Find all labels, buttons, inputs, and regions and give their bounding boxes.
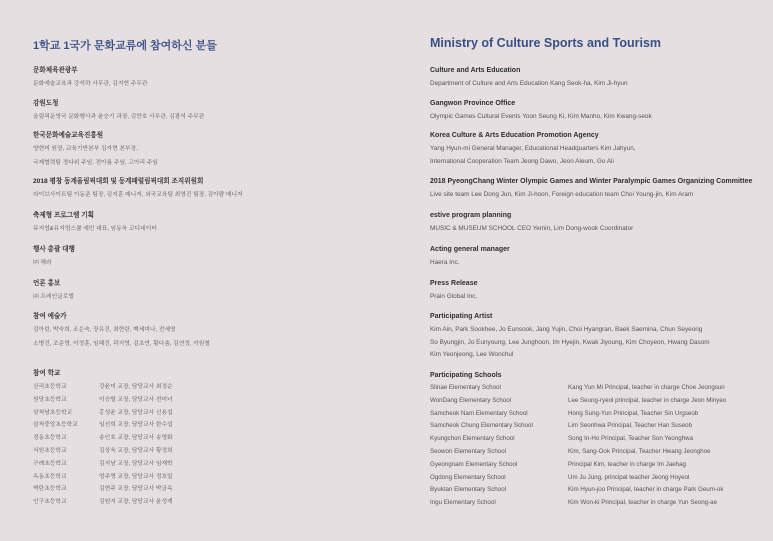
school-staff: 김현주 교장, 담당교사 박금옥 xyxy=(99,486,173,493)
en-section-heading: estive program planning xyxy=(430,212,512,219)
ko-section-heading: 문화체육관광부 xyxy=(33,67,78,74)
school-staff: Principal Kim, teacher in charge Im Jaehag xyxy=(568,460,686,468)
school-name: 벽탄초등학교 xyxy=(33,486,67,493)
en-section-heading: 2018 PyeongChang Winter Olympic Games and Winter Paralympic Games Organizing Committee xyxy=(430,178,753,185)
table-row xyxy=(430,382,725,395)
school-name: Ogdong Elementary School xyxy=(430,473,506,481)
en-section xyxy=(430,312,710,362)
ko-section xyxy=(33,131,158,170)
school-name: Byuktan Elementary School xyxy=(430,486,507,494)
korean-title: 1학교 1국가 문화교류에 참여하신 분들 xyxy=(33,40,217,52)
ko-section xyxy=(33,177,243,202)
table-row xyxy=(430,472,690,485)
school-staff: Song In-Ho Principal, Teacher Son Yeonghwa xyxy=(568,435,694,443)
school-staff: Kim Hyun-joo Principal, teacher in charge Park Geum-ok xyxy=(568,486,724,494)
en-section xyxy=(430,66,628,91)
ko-section-line: 김아린, 박숙희, 조은숙, 장유진, 최현란, 백세미나, 전세영 xyxy=(33,327,176,333)
ko-section-line: ㈜ 프레인글로벌 xyxy=(33,294,75,300)
table-row xyxy=(33,483,173,496)
ko-schools xyxy=(33,369,173,509)
en-section-line: So Byungjin, Jo Eunyoung, Lee Junghoon, Im Hyejin, Kwak Jiyoung, Kim Choyeon, Hwang Dasom xyxy=(430,338,710,346)
table-row xyxy=(430,446,711,459)
school-name: Gyeongnam Elementary School xyxy=(430,460,518,468)
en-section-heading: Acting general manager xyxy=(430,246,510,253)
table-row xyxy=(33,458,173,471)
table-row xyxy=(33,419,173,432)
en-section-line: Department of Culture and Arts Education Kang Seok-ha, Kim Ji-hyun xyxy=(430,80,628,87)
ko-section-heading: 언론 홍보 xyxy=(33,280,61,287)
table-row xyxy=(33,445,173,458)
table-row xyxy=(33,394,173,407)
en-section-line: Kim Ain, Park Sookhee, Jo Eunsook, Jang Yujin, Choi Hyangran, Baek Saemina, Chun Seyeong xyxy=(430,326,703,333)
school-name: 옥동초등학교 xyxy=(33,473,67,480)
school-name: 원당초등학교 xyxy=(33,396,67,403)
table-row xyxy=(430,408,699,421)
ko-section xyxy=(33,211,157,236)
en-section-heading: Gangwon Province Office xyxy=(430,100,516,107)
en-section xyxy=(430,245,510,270)
school-name: 구례초등학교 xyxy=(33,460,67,467)
ko-section-line: 라이브사이트팀 이동준 팀장, 김지훈 매니저, 외국교육팀 최영진 팀장, 김아람 매니저 xyxy=(33,192,243,198)
ko-section xyxy=(33,99,204,124)
school-staff: 홍성윤 교장, 담당교사 신용섭 xyxy=(99,409,173,416)
school-staff: Um Ju Jung, principal teacher Jeong Hoyeol xyxy=(568,473,690,481)
en-section-heading: Culture and Arts Education xyxy=(430,67,521,74)
ko-section-line: 뮤지엄&뮤지엄스쿨 예민 대표, 임동욱 코디네이터 xyxy=(33,226,157,232)
school-name: 인구초등학교 xyxy=(33,499,67,506)
en-section-heading: Korea Culture & Arts Education Promotion Agency xyxy=(430,132,599,139)
school-staff: Lee Seung-ryeol principal, teacher in charge Jeon Minyeo xyxy=(568,396,727,404)
school-staff: 엄주영 교장, 담당교사 정호일 xyxy=(99,473,173,480)
school-staff: 송인호 교장, 담당교사 송영화 xyxy=(99,435,173,442)
school-name: Samcheok Nam Elementary School xyxy=(430,409,528,417)
english-title: Ministry of Culture Sports and Tourism xyxy=(430,36,662,50)
table-row xyxy=(430,497,718,510)
ko-section-heading: 한국문화예술교육진흥원 xyxy=(33,132,104,139)
en-section-heading: Press Release xyxy=(430,280,478,287)
table-row xyxy=(33,432,173,445)
ko-schools-heading: 참여 학교 xyxy=(33,370,61,377)
ko-section-line: 올림픽운영국 문화행사과 윤승기 과장, 김만호 사무관, 김광석 주무관 xyxy=(33,114,205,120)
en-section-heading: Participating Artist xyxy=(430,313,493,320)
school-staff: 이승렬 교장, 담당교사 전미녀 xyxy=(99,396,173,403)
ko-section-heading: 2018 평창 동계올림픽대회 및 동계패럴림픽대회 조직위원회 xyxy=(33,178,204,185)
table-row xyxy=(430,420,693,433)
school-name: 경동초등학교 xyxy=(33,435,67,442)
table-row xyxy=(33,496,173,509)
en-section-line: Kim Yeonjeong, Lee Wonchul xyxy=(430,351,514,359)
ko-section-heading: 참여 예술가 xyxy=(33,313,67,320)
en-section xyxy=(430,99,652,124)
table-row xyxy=(430,459,686,472)
en-section-line: Live site team Lee Dong Jun, Kim Ji-hoon, Foreign education team Choi Young-jin, Kim Aram xyxy=(430,191,694,198)
table-row xyxy=(430,484,724,497)
ko-section-heading: 행사 총괄 대행 xyxy=(33,246,75,253)
en-section-line: MUSIC & MUSEUM SCHOOL CEO Yemin, Lim Dong-wook Coordinator xyxy=(430,225,634,232)
school-staff: 김상욱 교장, 담당교사 황정희 xyxy=(99,447,173,454)
school-staff: 강윤미 교장, 담당교사 최정순 xyxy=(99,384,173,390)
school-name: 삼척중앙초등학교 xyxy=(33,422,78,429)
ko-section-line: 국제협력팀 정다위 주임, 전아름 주임, 고아리 주임 xyxy=(33,160,158,166)
school-name: Slinae Elementary School xyxy=(430,384,501,391)
school-staff: 김원지 교장, 담당교사 윤성계 xyxy=(99,499,173,506)
ko-section xyxy=(33,66,147,91)
table-row xyxy=(33,381,173,394)
school-staff: 임선희 교장, 담당교사 한수섭 xyxy=(99,422,173,429)
en-section-line: Haera Inc. xyxy=(430,259,460,266)
en-section xyxy=(430,177,752,202)
table-row xyxy=(430,395,727,408)
ko-section-heading: 축제형 프로그램 기획 xyxy=(33,212,94,219)
en-section-line: Prain Global Inc. xyxy=(430,293,478,300)
en-schools-heading: Participating Schools xyxy=(430,372,502,379)
school-name: 삼척남초등학교 xyxy=(33,409,73,416)
en-section xyxy=(430,211,633,236)
table-row xyxy=(33,407,173,420)
school-name: Kyungchon Elementary School xyxy=(430,435,515,443)
school-staff: Kim Won-ki Principal, teacher in charge Yun Seong-ae xyxy=(568,499,718,507)
en-section xyxy=(430,279,477,304)
en-schools xyxy=(430,371,727,510)
school-staff: Lim Seonhwa Principal, Teacher Han Suseob xyxy=(568,422,693,430)
table-row xyxy=(33,471,173,484)
en-section xyxy=(430,131,636,168)
school-staff: Kang Yun Mi Principal, teacher in charge Choe Jeongsun xyxy=(568,384,725,391)
en-section-line: Yang Hyun-mi General Manager, Educational Headquarters Kim Jahyun, xyxy=(430,145,636,152)
ko-section-line: 소병진, 조준영, 이정훈, 임혜진, 곽지영, 김초연, 황다솜, 김연정, 이원철 xyxy=(33,341,210,347)
ko-section xyxy=(33,279,74,304)
school-name: Seowon Elementary School xyxy=(430,447,507,455)
ko-section-line: 문화예술교육과 강석하 사무관, 김지현 주무관 xyxy=(33,81,148,87)
ko-section-heading: 강원도청 xyxy=(33,100,59,107)
school-staff: 김지남 교장, 담당교사 임재학 xyxy=(99,460,173,467)
school-name: Ingu Elementary School xyxy=(430,499,496,507)
school-name: 서원초등학교 xyxy=(33,447,67,454)
school-name: Samcheok Chung Elementary School xyxy=(430,422,533,430)
ko-section-line: ㈜ 해라 xyxy=(33,260,52,266)
school-name: WonDang Elementary School xyxy=(430,396,512,404)
ko-section xyxy=(33,312,210,351)
school-name: 신리초등학교 xyxy=(33,384,67,390)
ko-section-line: 양현미 원장, 교육기반본부 김자현 본부장, xyxy=(33,146,138,152)
en-section-line: Olympic Games Cultural Events Yoon Seung Ki, Kim Manho, Kim Kwang-seok xyxy=(430,113,652,120)
school-staff: Kim, Sang-Ook Principal, Teacher Hwang Jeonghoe xyxy=(568,447,711,455)
en-section-line: International Cooperation Team Jeong Dawo, Jeon Aleum, Go Ali xyxy=(430,157,614,165)
table-row xyxy=(430,433,694,446)
ko-section xyxy=(33,245,75,270)
school-staff: Hong Sung-Yun Principal, Teacher Sin Urgseob xyxy=(568,409,699,417)
